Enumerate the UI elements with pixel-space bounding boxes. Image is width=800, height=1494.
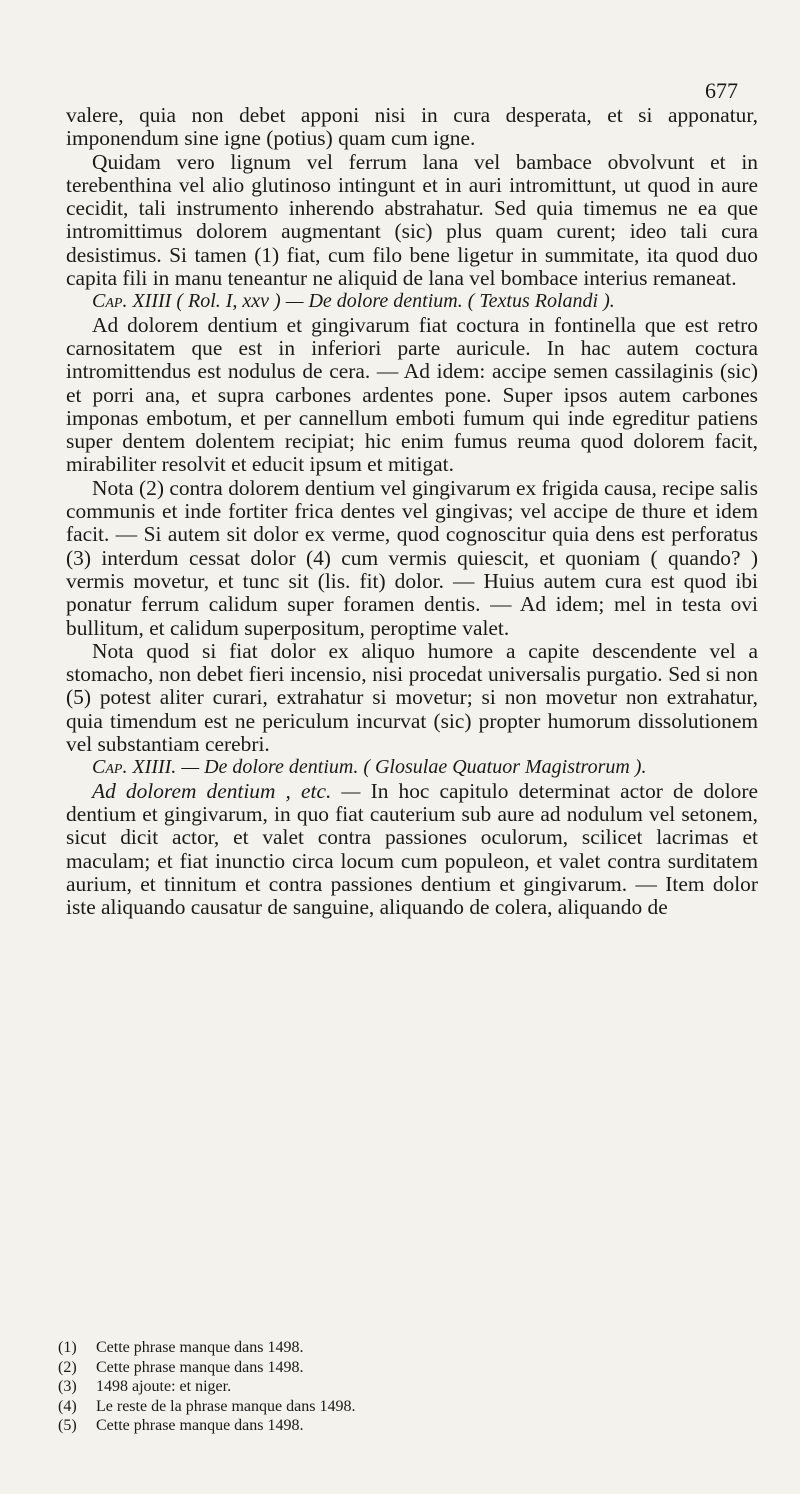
footnote-2 [58,1358,518,1378]
paragraph-6 [66,780,758,920]
paragraph-3: Ad dolorem dentium et gingivarum fiat coctura in fontinella que est retro carnositatem que est in inferiori parte auricule. In hac autem coctura intromittendus est nodulus de cera. — Ad idem: accipe semen cassilaginis (sic) et porri ana, et supra carbones ardentes pone. Super ipsos autem carbones imponas embotum, et per cannellum emboti fumum qui inde egreditur patiens super dentem dolentem recipiat; hic enim fumus reuma quod dolorem facit, mirabiliter resolvit et educit ipsum et mitigat. [66,312,758,477]
footnote-text: Cette phrase manque dans 1498. [96,1339,304,1356]
footnote-5 [58,1416,518,1436]
chapter-reference: ( Rol. I, xxv ) [176,290,281,313]
main-text [66,104,758,919]
footnote-text: Cette phrase manque dans 1498. [96,1417,304,1434]
paragraph-2: Quidam vero lignum vel ferrum lana vel bambace obvolvunt et in terebenthina vel alio glutinoso intingunt et in auri intromittunt, ut quod in aure cecidit, tali instrumento inherendo abstrahatur. Sed quia timemus ne ea que intromittimus dolorem augmentant (sic) plus quam curent; ideo tali cura desistimus. Si tamen (1) fiat, cum filo bene ligetur in summitate, ita quod duo capita fili in manu teneantur ne aliquid de lana vel bombace interius remaneat. [66,149,758,291]
paragraph-1: valere, quia non debet apponi nisi in cura desperata, et si apponatur, imponendum sine igne (potius) quam cum igne. [66,103,758,151]
footnote-mark: (2) [58,1358,77,1376]
footnote-1 [58,1338,518,1358]
chapter-heading-1 [66,290,758,313]
chapter-title: — De dolore dentium. ( Textus Rolandi ). [285,290,615,313]
footnote-mark: (1) [58,1339,77,1356]
paragraph-4: Nota (2) contra dolorem dentium vel gingivarum ex frigida causa, recipe salis communis et inde fortiter frica dentes vel gingivas; vel accipe de thure et idem facit. — Si autem sit dolor ex verme, quod cognoscitur quia dens est perforatus (3) interdum cessat dolor (4) cum vermis quiescit, et quoniam ( quando? ) vermis movetur, et tunc sit (lis. fit) dolor. — Huius autem cura est quod ibi ponatur ferrum calidum super foramen dentis. — Ad idem; mel in testa ovi bullitum, et calidum superpositum, peroptime valet. [66,475,758,640]
chapter-title: — De dolore dentium. ( Glosulae Quatuor Magistrorum ). [181,756,647,779]
footnote-text: 1498 ajoute: et niger. [96,1378,232,1395]
chapter-heading-2 [66,756,758,779]
footnote-3 [58,1377,518,1397]
footnote-mark: (4) [58,1397,77,1415]
footnote-mark: (5) [58,1417,77,1434]
chapter-number: Cap. XIIII [92,290,172,313]
paragraph-6-text: In hoc capitulo determinat actor de dolore dentium et gingivarum, in quo fiat cauterium sub aure ad nodulum vel setonem, sicut dicit actor, et valet contra passiones oculorum, scilicet lacrimas et maculam; et fiat inunctio circa locum cum populeon, et valet contra surditatem aurium, et tinnitum et contra passiones dentium et gingivarum. — Item dolor iste aliquando causatur de sanguine, aliquando de colera, aliquando de [66,778,758,920]
footnote-text: Le reste de la phrase manque dans 1498. [96,1397,356,1415]
page-number: 677 [705,78,738,103]
footnote-4 [58,1397,518,1417]
footnote-mark: (3) [58,1378,77,1395]
footnote-text: Cette phrase manque dans 1498. [96,1358,304,1376]
paragraph-5: Nota quod si fiat dolor ex aliquo humore a capite descendente vel a stomacho, non debet fieri incensio, nisi procedat universalis purgatio. Sed si non (5) potest aliter curari, extrahatur si movetur; si non movetur non extrahatur, quia timendum est ne periculum incurvat (sic) propter humorum dissolutionem vel substantiam cerebri. [66,638,758,757]
lemma: Ad dolorem dentium , etc. — [92,778,361,803]
chapter-number: Cap. XIIII. [92,756,177,779]
footnotes [58,1338,518,1436]
